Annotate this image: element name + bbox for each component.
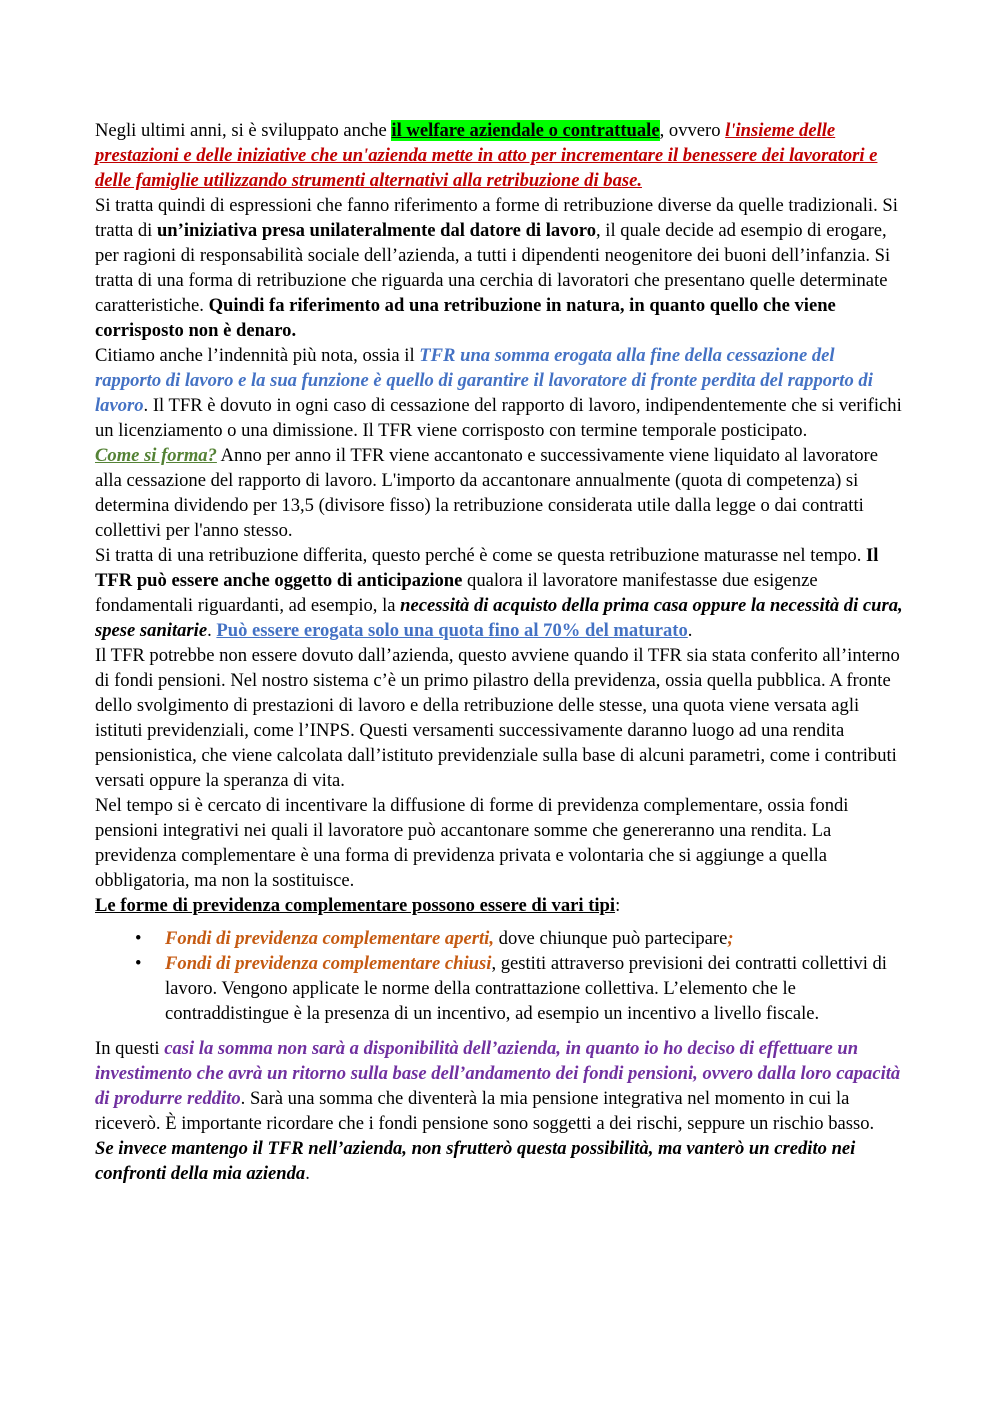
text: , il quale decide ad esempio di erogare, per ragioni di responsabilità sociale dell’azienda, a tutti i dipendenti neogenitore dei buoni dell’infanzia. Si tratta di una forma di retribuzione che riguarda una cerchia di lavoratori che presentano quelle determinate caratteristiche. <box>95 220 891 316</box>
bullet-icon: • <box>135 953 142 974</box>
text: , gestiti attraverso previsioni dei contratti collettivi di lavoro. Vengono applicate le norme della contrattazione collettiva. L’elemento che le contraddistingue è la presenza di un incentivo, ad esempio un incentivo a livello fiscale. <box>165 953 887 1024</box>
list-item <box>135 951 903 1026</box>
fund-type-name: Fondi di previdenza complementare aperti, <box>165 928 494 949</box>
bullet-icon: • <box>135 928 142 949</box>
paragraph-welfare <box>95 118 903 193</box>
bold-text: un’iniziativa presa unilateralmente dal datore di lavoro <box>156 220 596 241</box>
document-page <box>95 118 903 1186</box>
paragraph-forme-heading <box>95 893 903 918</box>
welfare-definition: l'insieme delle prestazioni e delle iniziative che un'azienda mette in atto per incrementare il benessere dei lavoratori e delle famiglie utilizzando strumenti alternativi alla retribuzione di base. <box>95 120 878 191</box>
bold-italic-text: Se invece mantengo il TFR nell’azienda, non sfrutterò questa possibilità, ma vanterò un credito nei confronti della mia azienda <box>95 1138 856 1184</box>
fund-types-list <box>95 926 903 1026</box>
list-item <box>135 926 903 951</box>
bold-text: Il TFR può essere anche oggetto di anticipazione <box>95 545 879 591</box>
underlined-note: Può essere erogata solo una quota fino al 70% del maturato <box>216 620 688 641</box>
text: In questi <box>95 1038 165 1059</box>
paragraph-investimento <box>95 1036 903 1136</box>
question-heading: Come si forma? <box>95 445 217 466</box>
paragraph-tfr <box>95 343 903 443</box>
fund-type-name: Fondi di previdenza complementare chiusi <box>165 953 492 974</box>
text: Negli ultimi anni, si è sviluppato anche <box>95 120 392 141</box>
paragraph-conclusione <box>95 1136 903 1186</box>
text: . Il TFR è dovuto in ogni caso di cessazione del rapporto di lavoro, indipendentemente che si verifichi un licenziamento o una dimissione. Il TFR viene corrisposto con termine temporale posticipato. <box>95 395 902 441</box>
text: Anno per anno il TFR viene accantonato e successivamente viene liquidato al lavoratore alla cessazione del rapporto di lavoro. L'importo da accantonare annualmente (quota di competenza) si determina dividendo per 13,5 (divisore fisso) la retribuzione considerata utile dalla legge o dai contratti collettivi per l'anno stesso. <box>95 445 878 541</box>
text: dove chiunque può partecipare <box>494 928 728 949</box>
paragraph-formazione <box>95 443 903 543</box>
text: . <box>305 1163 310 1184</box>
text: . Sarà una somma che diventerà la mia pensione integrativa nel momento in cui la riceverò. È importante ricordare che i fondi pensione sono soggetti a dei rischi, seppure un rischio basso. <box>95 1088 875 1134</box>
underlined-heading: Le forme di previdenza complementare possono essere di vari tipi <box>95 895 616 916</box>
text: Si tratta di una retribuzione differita, questo perché è come se questa retribuzione maturasse nel tempo. <box>95 545 867 566</box>
text: Si tratta quindi di espressioni che fanno riferimento a forme di retribuzione diverse da quelle tradizionali. Si tratta di <box>95 195 898 241</box>
bold-text: Quindi fa riferimento ad una retribuzione in natura, in quanto quello che viene corrisposto non è denaro. <box>95 295 836 341</box>
text: , ovvero <box>659 120 726 141</box>
text: : <box>615 895 621 916</box>
text: . <box>687 620 693 641</box>
highlighted-term: il welfare aziendale o contrattuale <box>391 120 660 141</box>
investment-statement: casi la somma non sarà a disponibilità dell’azienda, in quanto io ho deciso di effettuare un investimento che avrà un ritorno sulla base dell’andamento dei fondi pensioni, ovvero dalla loro capacità di produrre reddito <box>95 1038 901 1109</box>
text-tail: ; <box>727 928 734 949</box>
text: qualora il lavoratore manifestasse due esigenze fondamentali riguardanti, ad esempio, la <box>95 570 818 616</box>
tfr-definition: TFR una somma erogata alla fine della cessazione del rapporto di lavoro e la sua funzione è quello di garantire il lavoratore di fronte perdita del rapporto di lavoro <box>95 345 873 416</box>
paragraph-anticipazione <box>95 543 903 643</box>
paragraph-previdenza-complementare: Nel tempo si è cercato di incentivare la diffusione di forme di previdenza complementare, ossia fondi pensioni integrativi nei quali il lavoratore può accantonare somme che genereranno una rendita. La previdenza complementare è una forma di previdenza privata e volontaria che si aggiunge a quella obbligatoria, ma non la sostituisce. <box>95 795 849 891</box>
paragraph-retribuzione <box>95 193 903 343</box>
text: Citiamo anche l’indennità più nota, ossia il <box>95 345 420 366</box>
text: . <box>207 620 217 641</box>
bold-italic-text: necessità di acquisto della prima casa oppure la necessità di cura, spese sanitarie <box>95 595 903 641</box>
paragraph-fondi-pensioni: Il TFR potrebbe non essere dovuto dall’azienda, questo avviene quando il TFR sia stata conferito all’interno di fondi pensioni. Nel nostro sistema c’è un primo pilastro della previdenza, ossia quella pubblica. A fronte dello svolgimento di prestazioni di lavoro e della retribuzione delle stesse, una quota viene versata agli istituti previdenziali, come l’INPS. Questi versamenti successivamente daranno luogo ad una rendita pensionistica, che viene calcolata dall’istituto previdenziale sulla base di alcuni parametri, come i contributi versati oppure la speranza di vita. <box>95 645 900 791</box>
